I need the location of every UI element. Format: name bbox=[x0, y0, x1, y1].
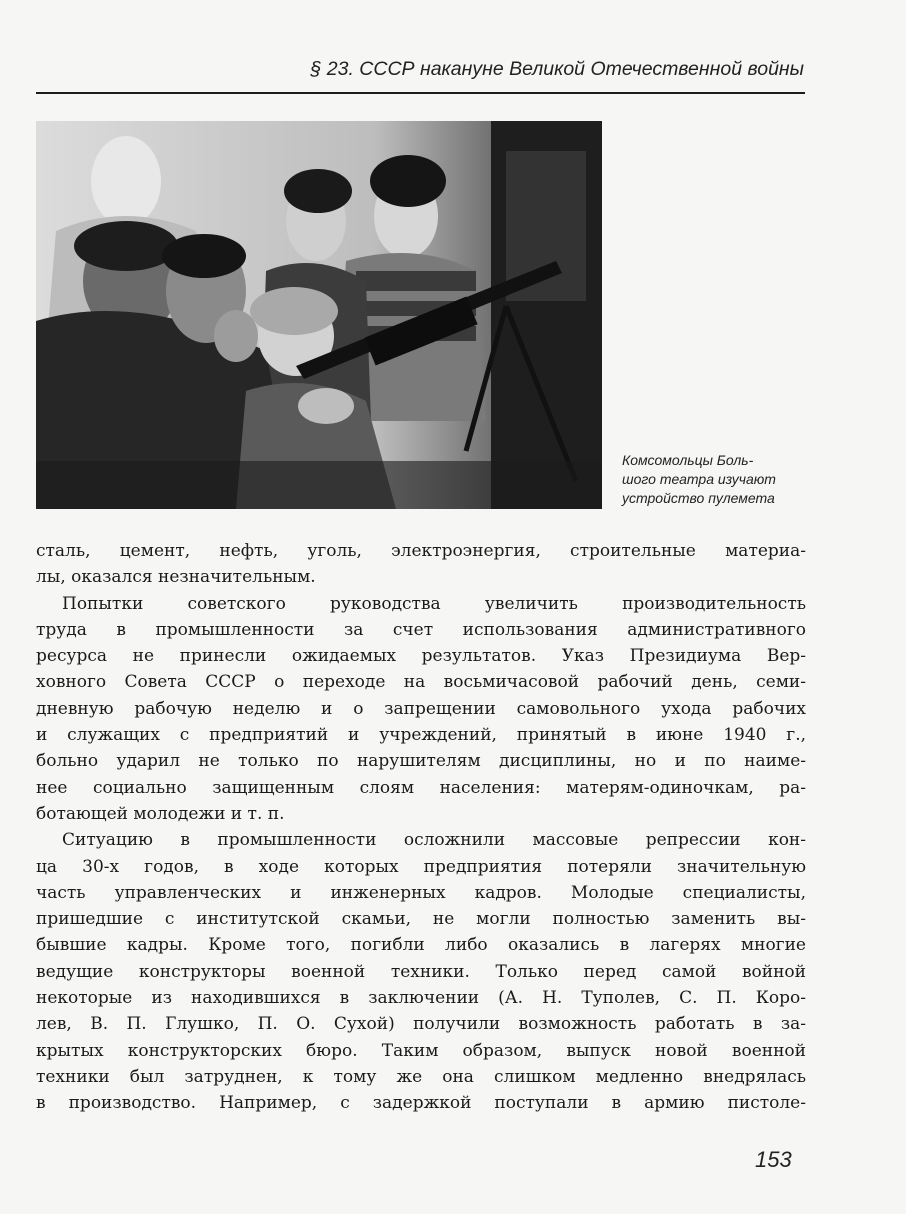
text-line: труда в промышленности за счет использования административного bbox=[36, 619, 806, 640]
text-line: пришедшие с институтской скамьи, не могли полностью заменить вы- bbox=[36, 909, 806, 930]
caption-line: Комсомольцы Боль- bbox=[622, 452, 754, 468]
photo-figure bbox=[36, 121, 602, 509]
text-line: в производство. Например, с задержкой поступали в армию пистоле- bbox=[36, 1093, 806, 1114]
text-line: и служащих с предприятий и учреждений, принятый в июне 1940 г., bbox=[36, 725, 806, 746]
caption-line: устройство пулемета bbox=[622, 490, 775, 506]
text-line: бывшие кадры. Кроме того, погибли либо оказались в лагерях многие bbox=[36, 935, 806, 956]
text-line: нее социально защищенным слоям населения: матерям-одиночкам, ра- bbox=[36, 777, 806, 798]
body-text bbox=[36, 538, 806, 1117]
text-line: лев, В. П. Глушко, П. О. Сухой) получили возможность работать в за- bbox=[36, 1014, 806, 1035]
text-line: Ситуацию в промышленности осложнили массовые репрессии кон- bbox=[62, 830, 806, 851]
text-line: часть управленческих и инженерных кадров. Молодые специалисты, bbox=[36, 882, 806, 903]
text-line: дневную рабочую неделю и о запрещении самовольного ухода рабочих bbox=[36, 698, 806, 719]
text-line: некоторые из находившихся в заключении (А. Н. Туполев, С. П. Коро- bbox=[36, 988, 806, 1009]
text-line: крытых конструкторских бюро. Таким образом, выпуск новой военной bbox=[36, 1040, 806, 1061]
paragraph bbox=[36, 591, 806, 828]
caption-line: шого театра изучают bbox=[622, 471, 776, 487]
text-line: больно ударил не только по нарушителям дисциплины, но и по наиме- bbox=[36, 751, 806, 772]
text-line: техники был затруднен, к тому же она слишком медленно внедрялась bbox=[36, 1066, 806, 1087]
paragraph bbox=[36, 827, 806, 1116]
text-line: ховного Совета СССР о переходе на восьмичасовой рабочий день, семи- bbox=[36, 672, 806, 693]
text-line: ресурса не принесли ожидаемых результатов. Указ Президиума Вер- bbox=[36, 646, 806, 667]
header-rule bbox=[36, 92, 805, 94]
text-line: ботающей молодежи и т. п. bbox=[36, 803, 285, 824]
text-line: Попытки советского руководства увеличить производительность bbox=[62, 593, 806, 614]
text-line: сталь, цемент, нефть, уголь, электроэнергия, строительные материа- bbox=[36, 541, 806, 561]
text-line: лы, оказался незначительным. bbox=[36, 567, 316, 588]
text-line: ца 30-х годов, в ходе которых предприятия потеряли значительную bbox=[36, 856, 806, 877]
page-number: 153 bbox=[755, 1147, 792, 1172]
figure-caption bbox=[622, 451, 810, 508]
paragraph bbox=[36, 538, 806, 591]
text-line: ведущие конструкторы военной техники. Только перед самой войной bbox=[36, 961, 806, 982]
running-header: § 23. СССР накануне Великой Отечественной войны bbox=[310, 58, 804, 80]
